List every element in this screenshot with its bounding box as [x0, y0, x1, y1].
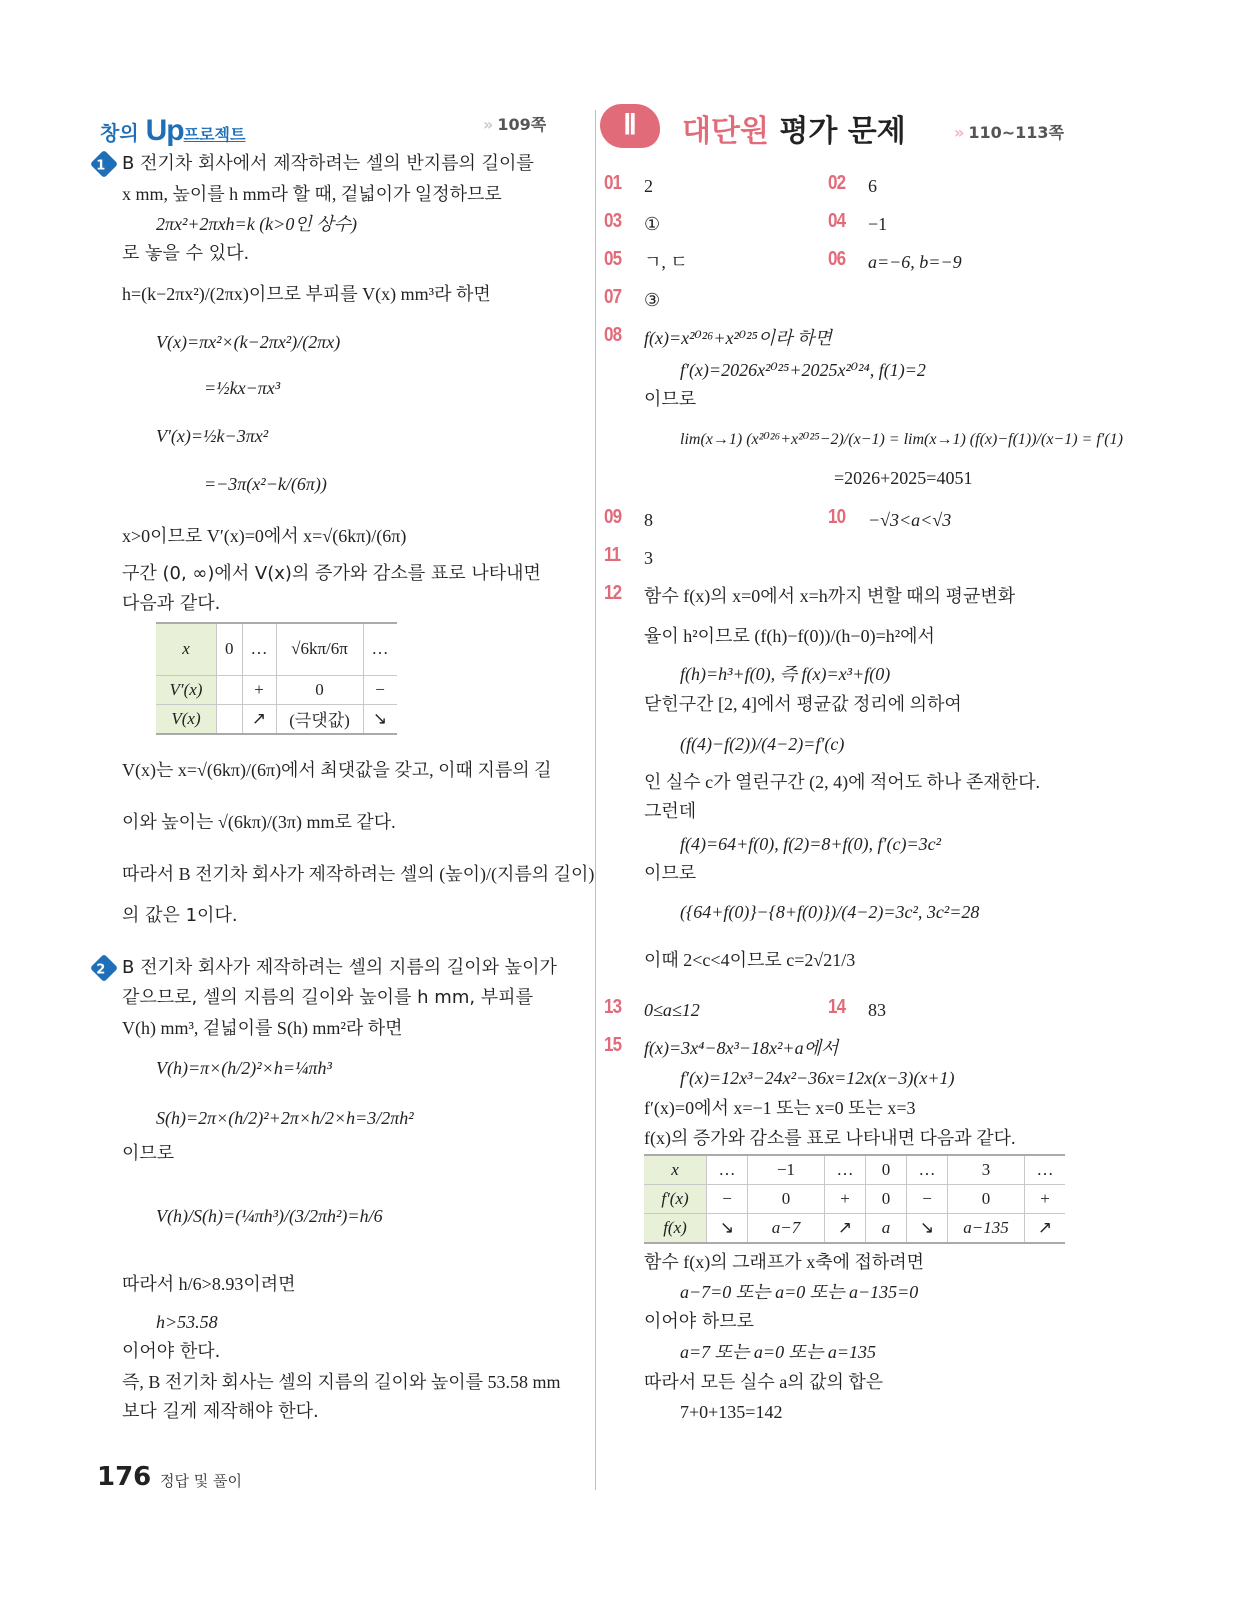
table-cell: … [1025, 1155, 1066, 1185]
answer-number: 15 [604, 1034, 622, 1056]
table-cell: ↘ [907, 1214, 948, 1244]
section1-conclusion: 의 값은 1이다. [122, 905, 238, 926]
table-cell: V′(x) [156, 675, 217, 704]
table-cell: f(x) [644, 1214, 707, 1244]
page-ref-left [483, 112, 546, 135]
title-highlight: 대단원 [682, 114, 769, 149]
answer-value: ㄱ, ㄷ [644, 252, 688, 272]
brand-suffix: 프로젝트 [183, 125, 246, 144]
table-cell: a−135 [948, 1214, 1025, 1244]
section2-surface-eq: S(h)=2π×(h/2)²+2π×h/2×h=3/2πh² [156, 1108, 414, 1128]
table-cell: 0 [748, 1185, 825, 1214]
q15-line-3: f′(x)=0에서 x=−1 또는 x=0 또는 x=3 [644, 1098, 916, 1118]
section1-line-4: 로 놓을 수 있다. [122, 243, 250, 264]
table-cell: + [1025, 1185, 1066, 1214]
table-row [156, 704, 397, 734]
table-row [156, 675, 397, 704]
section2-h-result: h>53.58 [156, 1312, 218, 1332]
table-cell: ↘ [707, 1214, 748, 1244]
table-cell: ↘ [363, 704, 397, 734]
section1-ratio-statement: 따라서 B 전기차 회사가 제작하려는 셀의 (높이)/(지름의 길이) [122, 864, 595, 884]
table-cell: ↗ [1025, 1214, 1066, 1244]
increase-decrease-table-1 [156, 622, 397, 735]
section1-derivative-factored: =−3π(x²−k/(6π)) [204, 474, 327, 494]
footer-label: 정답 및 풀이 [160, 1472, 242, 1490]
q15-line-5: 함수 f(x)의 그래프가 x축에 접하려면 [644, 1252, 925, 1272]
table-cell: √6kπ/6π [276, 623, 363, 675]
title-rest: 평가 문제 [779, 114, 906, 149]
table-cell: (극댓값) [276, 704, 363, 734]
answer-number: 08 [604, 324, 622, 346]
q15-line-9: 따라서 모든 실수 a의 값의 합은 [644, 1372, 884, 1392]
q15-line-8: a=7 또는 a=0 또는 a=135 [680, 1342, 876, 1362]
brand-up: Up [145, 114, 184, 147]
q12-line-9: 이므로 [644, 863, 697, 884]
table-cell: x [644, 1155, 707, 1185]
answer-value: 83 [868, 1000, 886, 1020]
answer-number: 14 [828, 996, 846, 1018]
answer-number: 09 [604, 506, 622, 528]
section2-line-12: 보다 길게 제작해야 한다. [122, 1401, 319, 1422]
section1-line-1: 1 B 전기차 회사에서 제작하려는 셀의 반지름의 길이를 [94, 152, 534, 176]
increase-decrease-table-2 [644, 1154, 1065, 1244]
table-row [644, 1155, 1065, 1185]
q15-line-6: a−7=0 또는 a=0 또는 a−135=0 [680, 1282, 919, 1302]
answer-number: 13 [604, 996, 622, 1018]
q15-line-1: f(x)=3x⁴−8x³−18x²+a에서 [644, 1038, 839, 1058]
page-ref-text: 109쪽 [497, 115, 547, 134]
table-cell: … [825, 1155, 866, 1185]
answer-value: a=−6, b=−9 [868, 252, 962, 272]
section1-line-same: 다음과 같다. [122, 593, 221, 614]
table-cell: a−7 [748, 1214, 825, 1244]
answer-value: 0≤a≤12 [644, 1000, 700, 1020]
q08-line-3: 이므로 [644, 389, 697, 410]
page-number: 176 [97, 1462, 152, 1492]
answer-value: ① [644, 214, 661, 234]
table-cell: 0 [948, 1185, 1025, 1214]
q12-line-10: ({64+f(0)}−{8+f(0)})/(4−2)=3c², 3c²=28 [680, 902, 980, 922]
section2-volume-eq: V(h)=π×(h/2)²×h=¼πh³ [156, 1058, 332, 1078]
answer-number: 05 [604, 248, 622, 270]
table-cell: … [707, 1155, 748, 1185]
answer-number: 12 [604, 582, 622, 604]
q08-result: =2026+2025=4051 [834, 468, 973, 488]
table-cell: − [907, 1185, 948, 1214]
answer-number: 01 [604, 172, 622, 194]
section-title [682, 106, 906, 150]
section1-derivative-eq: V′(x)=½k−3πx² [156, 426, 269, 446]
q12-mvt-eq: (f(4)−f(2))/(4−2)=f′(c) [680, 734, 845, 754]
chevron-right-icon: » [483, 115, 494, 134]
section1-line-2: x mm, 높이를 h mm라 할 때, 겉넓이가 일정하므로 [122, 184, 502, 204]
q08-line-1: f(x)=x²⁰²⁶+x²⁰²⁵이라 하면 [644, 328, 832, 348]
answer-value: −1 [868, 214, 888, 234]
section1-volume-simplified: =½kx−πx³ [204, 378, 281, 398]
table-cell: ↗ [242, 704, 276, 734]
q15-line-4: f(x)의 증가와 감소를 표로 나타내면 다음과 같다. [644, 1128, 1016, 1148]
table-cell: … [242, 623, 276, 675]
table-cell: + [242, 675, 276, 704]
number-2-diamond-icon: 2 [90, 954, 118, 982]
answer-number: 10 [828, 506, 846, 528]
answer-value: 2 [644, 176, 653, 196]
table-cell [217, 704, 243, 734]
brand-logo [100, 114, 245, 148]
q12-line-4: 닫힌구간 [2, 4]에서 평균값 정리에 의하여 [644, 694, 962, 714]
page-ref-text: 110~113쪽 [968, 123, 1065, 142]
q12-result: 이때 2<c<4이므로 c=2√21/3 [644, 950, 856, 970]
number-1-diamond-icon: 1 [90, 150, 118, 178]
table-cell: … [363, 623, 397, 675]
table-cell: − [707, 1185, 748, 1214]
page-ref-right [954, 120, 1064, 143]
table-cell [217, 675, 243, 704]
chevron-right-icon: » [954, 123, 965, 142]
section1-critical-point: x>0이므로 V′(x)=0에서 x=√(6kπ)/(6π) [122, 526, 407, 546]
answer-value: −√3<a<√3 [868, 510, 952, 530]
q15-result: 7+0+135=142 [680, 1402, 783, 1422]
answer-number: 07 [604, 286, 622, 308]
q12-line-2: 율이 h²이므로 (f(h)−f(0))/(h−0)=h²에서 [644, 626, 935, 646]
table-cell: x [156, 623, 217, 675]
q12-line-6: 인 실수 c가 열린구간 (2, 4)에 적어도 하나 존재한다. [644, 772, 1040, 792]
q12-line-1: 함수 f(x)의 x=0에서 x=h까지 변할 때의 평균변화 [644, 586, 1016, 606]
q12-line-8: f(4)=64+f(0), f(2)=8+f(0), f′(c)=3c² [680, 834, 941, 854]
q08-limit-eq: lim(x→1) (x²⁰²⁶+x²⁰²⁵−2)/(x−1) = lim(x→1) (f(x)−f(1))/(x−1) = f′(1) [680, 431, 1123, 448]
table-cell: 0 [276, 675, 363, 704]
table-cell: −1 [748, 1155, 825, 1185]
table-cell: − [363, 675, 397, 704]
section2-line-2: 같으므로, 셀의 지름의 길이와 높이를 h mm, 부피를 [122, 987, 533, 1008]
answer-number: 11 [604, 544, 621, 566]
answer-value: 6 [868, 176, 877, 196]
section2-line-10: 이어야 한다. [122, 1341, 221, 1362]
section1-line-interval: 구간 (0, ∞)에서 V(x)의 증가와 감소를 표로 나타내면 [122, 563, 541, 584]
section2-line-11: 즉, B 전기차 회사는 셀의 지름의 길이와 높이를 53.58 mm [122, 1372, 561, 1392]
answer-number: 06 [828, 248, 846, 270]
q12-line-3: f(h)=h³+f(0), 즉 f(x)=x³+f(0) [680, 664, 891, 684]
q15-line-7: 이어야 하므로 [644, 1311, 755, 1332]
table-cell: 0 [217, 623, 243, 675]
table-cell: 0 [866, 1185, 907, 1214]
table-row [644, 1214, 1065, 1244]
column-divider [595, 110, 596, 1490]
table-cell: f′(x) [644, 1185, 707, 1214]
q15-line-2: f′(x)=12x³−24x²−36x=12x(x−3)(x+1) [680, 1068, 955, 1088]
answer-value: ③ [644, 290, 661, 310]
table-cell: a [866, 1214, 907, 1244]
table-cell: ↗ [825, 1214, 866, 1244]
section2-condition: 따라서 h/6>8.93이려면 [122, 1274, 296, 1294]
table-cell: 3 [948, 1155, 1025, 1185]
answer-value: 3 [644, 548, 653, 568]
answer-number: 04 [828, 210, 846, 232]
section1-max-statement: V(x)는 x=√(6kπ)/(6π)에서 최댓값을 갖고, 이때 지름의 길 [122, 760, 552, 780]
table-cell: … [907, 1155, 948, 1185]
answer-number: 03 [604, 210, 622, 232]
section1-equation-surface: 2πx²+2πxh=k (k>0인 상수) [156, 214, 357, 234]
answer-number: 02 [828, 172, 846, 194]
table-cell: 0 [866, 1155, 907, 1185]
section1-diameter-height: 이와 높이는 √(6kπ)/(3π) mm로 같다. [122, 812, 396, 832]
section2-line-3: V(h) mm³, 겉넓이를 S(h) mm²라 하면 [122, 1018, 403, 1038]
section2-ratio-eq: V(h)/S(h)=(¼πh³)/(3/2πh²)=h/6 [156, 1206, 383, 1226]
table-cell: + [825, 1185, 866, 1214]
brand-prefix: 창의 [100, 121, 139, 145]
answer-value: 8 [644, 510, 653, 530]
section1-volume-eq: V(x)=πx²×(k−2πx²)/(2πx) [156, 332, 341, 352]
q08-line-2: f′(x)=2026x²⁰²⁵+2025x²⁰²⁴, f(1)=2 [680, 360, 926, 380]
unit-badge: Ⅱ [600, 104, 660, 148]
section1-h-expression: h=(k−2πx²)/(2πx)이므로 부피를 V(x) mm³라 하면 [122, 284, 491, 304]
table-row [156, 623, 397, 675]
table-row [644, 1185, 1065, 1214]
table-cell: V(x) [156, 704, 217, 734]
q12-line-7: 그런데 [644, 801, 697, 822]
section2-line-6: 이므로 [122, 1143, 175, 1164]
section2-line-1: 2 B 전기차 회사가 제작하려는 셀의 지름의 길이와 높이가 [94, 956, 557, 980]
